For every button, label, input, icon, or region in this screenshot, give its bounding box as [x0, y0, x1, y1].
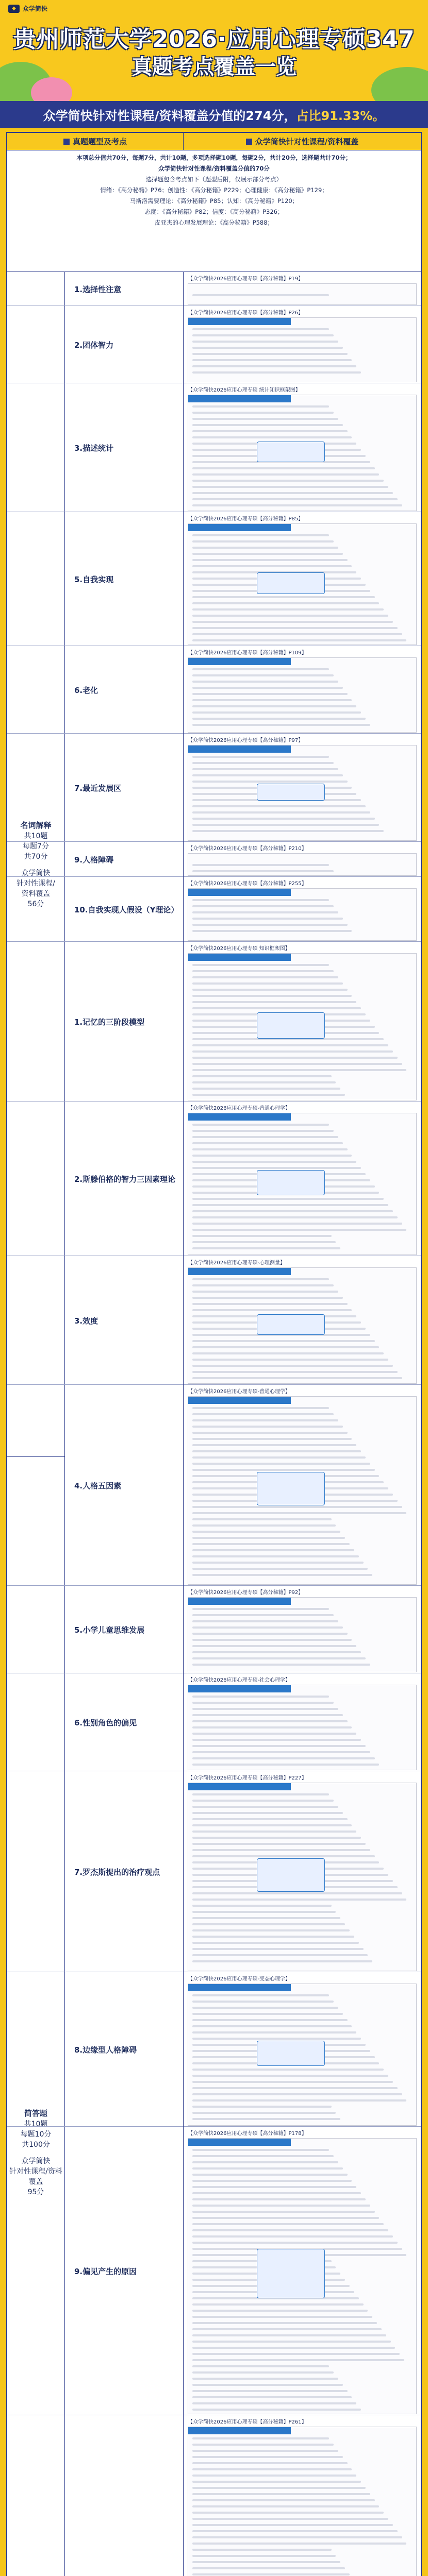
brand-name: 众学简快	[23, 5, 48, 12]
source-tag: 【众学简快2026应用心理专硕【高分秘籍】P261】	[188, 2419, 307, 2425]
table-row	[7, 1972, 421, 2127]
mindmap-node	[257, 1170, 325, 1195]
coverage-evidence	[184, 1101, 421, 1256]
decor-flower	[31, 77, 72, 101]
material-excerpt	[188, 1685, 417, 1770]
source-tag: 【众学简快2026应用心理专硕【高分秘籍】P227】	[188, 1775, 307, 1781]
summary-line: 皮亚杰的心理发展理论：《高分秘籍》P588；	[154, 219, 274, 226]
mindmap-node	[257, 784, 325, 801]
source-tag: 【众学简快2026应用心理专硕-普通心理学】	[188, 1389, 291, 1395]
mindmap-node	[257, 2041, 325, 2066]
material-excerpt	[188, 395, 417, 511]
table-header	[7, 133, 421, 150]
source-tag: 【众学简快2026应用心理专硕【高分秘籍】P109】	[188, 650, 307, 656]
mindmap-node	[257, 442, 325, 462]
material-excerpt	[188, 745, 417, 841]
banner-text: 众学简快针对性课程/资料覆盖分值的274分，	[43, 108, 297, 123]
coverage-evidence	[184, 1586, 421, 1673]
knowledge-point: 3.效度	[65, 1256, 184, 1385]
table-row	[7, 512, 421, 646]
source-tag: 【众学简快2026应用心理专硕【高分秘籍】P92】	[188, 1590, 304, 1596]
table-row	[7, 1586, 421, 1673]
material-excerpt	[188, 853, 417, 876]
summary-line: 情绪：《高分秘籍》P76；创造性：《高分秘籍》P229；心理健康：《高分秘籍》P129；	[100, 187, 328, 194]
table-row	[7, 842, 421, 877]
source-tag: 【众学简快2026应用心理专硕【高分秘籍】P26】	[188, 310, 304, 316]
table-row	[7, 272, 421, 306]
section-name: 简答题	[24, 2109, 47, 2118]
coverage-evidence	[184, 1972, 421, 2127]
section-c4: 56分	[27, 900, 44, 908]
table-row	[7, 1673, 421, 1771]
section-c1: 众学简快	[21, 2157, 51, 2165]
choice-summary	[7, 150, 421, 272]
knowledge-point: 4.人格五因素	[65, 1385, 184, 1586]
source-tag: 【众学简快2026应用心理专硕【高分秘籍】P255】	[188, 881, 307, 887]
source-tag: 【众学简快2026应用心理专硕【高分秘籍】P97】	[188, 738, 304, 743]
summary-line: 马斯洛需要理论：《高分秘籍》P85；认知：《高分秘籍》P120；	[129, 197, 299, 205]
material-excerpt	[188, 2138, 417, 2414]
mindmap-node	[257, 1314, 325, 1335]
knowledge-point: 7.最近发展区	[65, 734, 184, 842]
coverage-evidence	[184, 272, 421, 306]
source-tag: 【众学简快2026应用心理专硕【高分秘籍】P85】	[188, 516, 304, 522]
section-c1: 众学简快	[21, 869, 51, 877]
section-c3: 资料覆盖	[21, 890, 51, 898]
banner-highlight: 占比91.33%。	[296, 108, 385, 123]
summary-line: 众学简快针对性课程/资料覆盖分值的70分	[158, 165, 270, 172]
section-name: 名词解释	[20, 821, 52, 830]
section-c2: 针对性课程/资料覆盖	[9, 2167, 62, 2186]
table-row	[7, 1385, 421, 1586]
table-row	[7, 734, 421, 842]
table-row	[7, 1256, 421, 1385]
material-excerpt	[188, 1597, 417, 1672]
coverage-evidence	[184, 1256, 421, 1385]
section-l2: 每题7分	[23, 842, 49, 851]
knowledge-point: 2.团体智力	[65, 306, 184, 383]
knowledge-point: 6.老化	[65, 646, 184, 734]
header-col-topics	[7, 133, 184, 150]
source-tag: 【众学简快2026应用心理专硕【高分秘籍】P178】	[188, 2131, 307, 2137]
section-c3: 95分	[27, 2188, 44, 2196]
source-tag: 【众学简快2026应用心理专硕-社会心理学】	[188, 1677, 291, 1683]
mindmap-node	[257, 1472, 325, 1506]
source-tag: 【众学简快2026应用心理专硕【高分秘籍】P210】	[188, 846, 307, 852]
summary-line: 态度：《高分秘籍》P82；信度：《高分秘籍》P326；	[144, 208, 284, 215]
coverage-evidence	[184, 646, 421, 734]
knowledge-point: 9.偏见产生的原因	[65, 2127, 184, 2415]
knowledge-point: 7.罗杰斯提出的治疗观点	[65, 1771, 184, 1972]
knowledge-point: 5.小学儿童思维发展	[65, 1586, 184, 1673]
brand	[8, 4, 47, 13]
material-excerpt	[188, 523, 417, 645]
table-row	[7, 2415, 421, 2576]
mindmap-node	[257, 572, 325, 594]
material-excerpt	[188, 283, 417, 305]
coverage-banner	[0, 101, 428, 128]
coverage-evidence	[184, 383, 421, 512]
coverage-evidence	[184, 1385, 421, 1586]
material-excerpt	[188, 1113, 417, 1255]
source-tag: 【众学简快2026应用心理专硕-普通心理学】	[188, 1106, 291, 1111]
mindmap-node	[257, 2249, 325, 2298]
material-excerpt	[188, 657, 417, 733]
knowledge-point: 2.斯滕伯格的智力三因素理论	[65, 1101, 184, 1256]
source-tag: 【众学简快2026应用心理专硕【高分秘籍】P19】	[188, 276, 304, 282]
material-excerpt	[188, 1396, 417, 1585]
material-excerpt	[188, 1984, 417, 2126]
coverage-evidence	[184, 2127, 421, 2415]
mindmap-node	[257, 1858, 325, 1892]
knowledge-point	[65, 2415, 184, 2576]
section-c2: 针对性课程/	[17, 879, 55, 888]
section-l2: 每题10分	[20, 2130, 52, 2139]
knowledge-point: 9.人格障碍	[65, 842, 184, 877]
material-excerpt	[188, 1783, 417, 1971]
material-excerpt	[188, 317, 417, 382]
table-row	[7, 383, 421, 512]
page-subtitle: 真题考点覆盖一览	[131, 55, 297, 79]
header	[0, 0, 428, 101]
coverage-evidence	[184, 842, 421, 877]
source-tag: 【众学简快2026应用心理专硕 统计知识框架图】	[188, 387, 301, 393]
square-icon	[63, 139, 70, 145]
coverage-evidence	[184, 2415, 421, 2576]
knowledge-point: 10.自我实现人假设（Y理论）	[65, 877, 184, 942]
coverage-evidence	[184, 734, 421, 842]
knowledge-point: 1.选择性注意	[65, 272, 184, 306]
section-l1: 共10题	[24, 832, 48, 840]
table-row	[7, 1771, 421, 1972]
square-icon	[246, 139, 252, 145]
coverage-evidence	[184, 1673, 421, 1771]
knowledge-point: 3.描述统计	[65, 383, 184, 512]
source-tag: 【众学简快2026应用心理专硕-心理测量】	[188, 1260, 286, 1266]
coverage-evidence	[184, 306, 421, 383]
material-excerpt	[188, 2427, 417, 2576]
mindmap-node	[257, 1012, 325, 1039]
section-l1: 共10题	[24, 2120, 48, 2128]
material-excerpt	[188, 953, 417, 1100]
page-title: 贵州师范大学2026·应用心理专硕347	[13, 26, 415, 53]
coverage-evidence	[184, 877, 421, 942]
material-excerpt	[188, 888, 417, 941]
coverage-evidence	[184, 942, 421, 1101]
header-col-topics-label: 真题题型及考点	[72, 137, 127, 146]
knowledge-point: 1.记忆的三阶段模型	[65, 942, 184, 1101]
coverage-evidence	[184, 1771, 421, 1972]
source-tag: 【众学简快2026应用心理专硕 知识框架图】	[188, 946, 290, 952]
source-tag: 【众学简快2026应用心理专硕-变态心理学】	[188, 1976, 291, 1982]
table-row	[7, 2127, 421, 2415]
table-row	[7, 646, 421, 734]
table-row	[7, 1101, 421, 1256]
coverage-table	[6, 132, 422, 2576]
table-row	[7, 942, 421, 1101]
table-row	[7, 306, 421, 383]
header-col-coverage-label: 众学简快针对性课程/资料覆盖	[255, 137, 359, 146]
summary-line: 本项总分值共70分，每题7分，共计10题，多项选择题10题，每题2分，共计20分，选择题共计70分；	[76, 154, 352, 161]
knowledge-point: 6.性别角色的偏见	[65, 1673, 184, 1771]
table-row	[7, 877, 421, 942]
coverage-evidence	[184, 512, 421, 646]
section-l3: 共70分	[24, 853, 48, 861]
brand-logo-icon: ◆	[8, 5, 20, 13]
header-col-coverage	[184, 133, 421, 150]
knowledge-point: 5.自我实现	[65, 512, 184, 646]
material-excerpt	[188, 1267, 417, 1384]
knowledge-point: 8.边缘型人格障碍	[65, 1972, 184, 2127]
summary-line: 选择题包含考点如下（题型后附，仅展示部分考点）	[145, 176, 283, 183]
section-l3: 共100分	[22, 2141, 50, 2149]
